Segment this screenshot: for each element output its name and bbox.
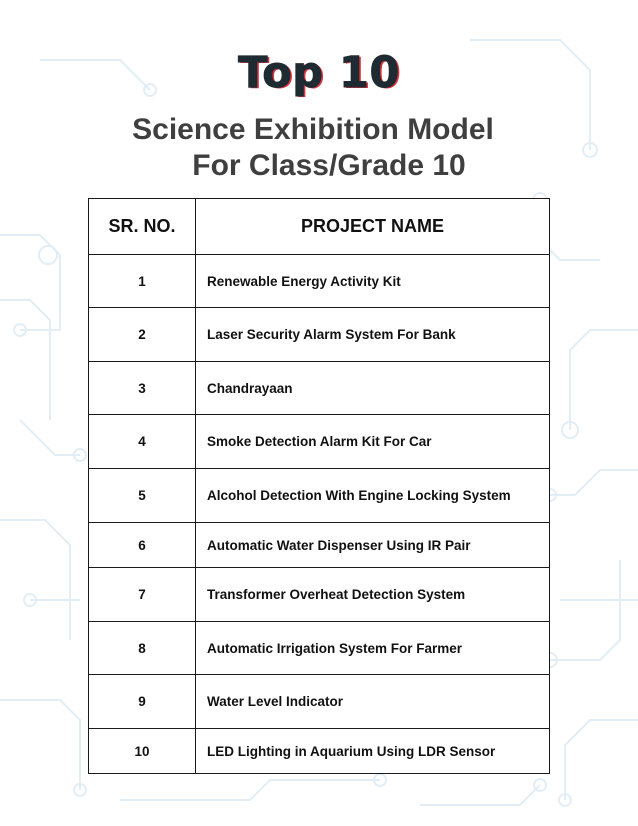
project-name-cell: Water Level Indicator [196,675,550,729]
project-name-cell: LED Lighting in Aquarium Using LDR Sensor [196,729,550,774]
sr-no-cell: 7 [89,568,196,622]
table-row [89,523,550,568]
sr-no-cell: 2 [89,308,196,362]
project-name-cell: Smoke Detection Alarm Kit For Car [196,415,550,469]
page-title: Top 10 [238,48,400,98]
sr-no-cell: 8 [89,622,196,675]
table-row [89,362,550,415]
sr-no-cell: 5 [89,469,196,523]
table-row [89,729,550,774]
project-name-cell: Renewable Energy Activity Kit [196,255,550,308]
table-row [89,308,550,362]
subtitle-line-1: Science Exhibition Model [132,113,494,146]
table-row [89,255,550,308]
table-row [89,568,550,622]
table-header-row [89,199,550,255]
table-row [89,675,550,729]
sr-no-cell: 1 [89,255,196,308]
sr-no-cell: 10 [89,729,196,774]
table-row [89,469,550,523]
project-name-cell: Chandrayaan [196,362,550,415]
project-name-cell: Automatic Water Dispenser Using IR Pair [196,523,550,568]
project-name-cell: Transformer Overheat Detection System [196,568,550,622]
project-name-cell: Automatic Irrigation System For Farmer [196,622,550,675]
column-header-project-name: PROJECT NAME [196,199,550,255]
table-row [89,415,550,469]
table-row [89,622,550,675]
project-name-cell: Alcohol Detection With Engine Locking System [196,469,550,523]
subtitle-line-2: For Class/Grade 10 [192,149,466,182]
column-header-sr-no: SR. NO. [89,199,196,255]
sr-no-cell: 3 [89,362,196,415]
sr-no-cell: 4 [89,415,196,469]
project-name-cell: Laser Security Alarm System For Bank [196,308,550,362]
sr-no-cell: 9 [89,675,196,729]
sr-no-cell: 6 [89,523,196,568]
projects-table [88,198,550,774]
